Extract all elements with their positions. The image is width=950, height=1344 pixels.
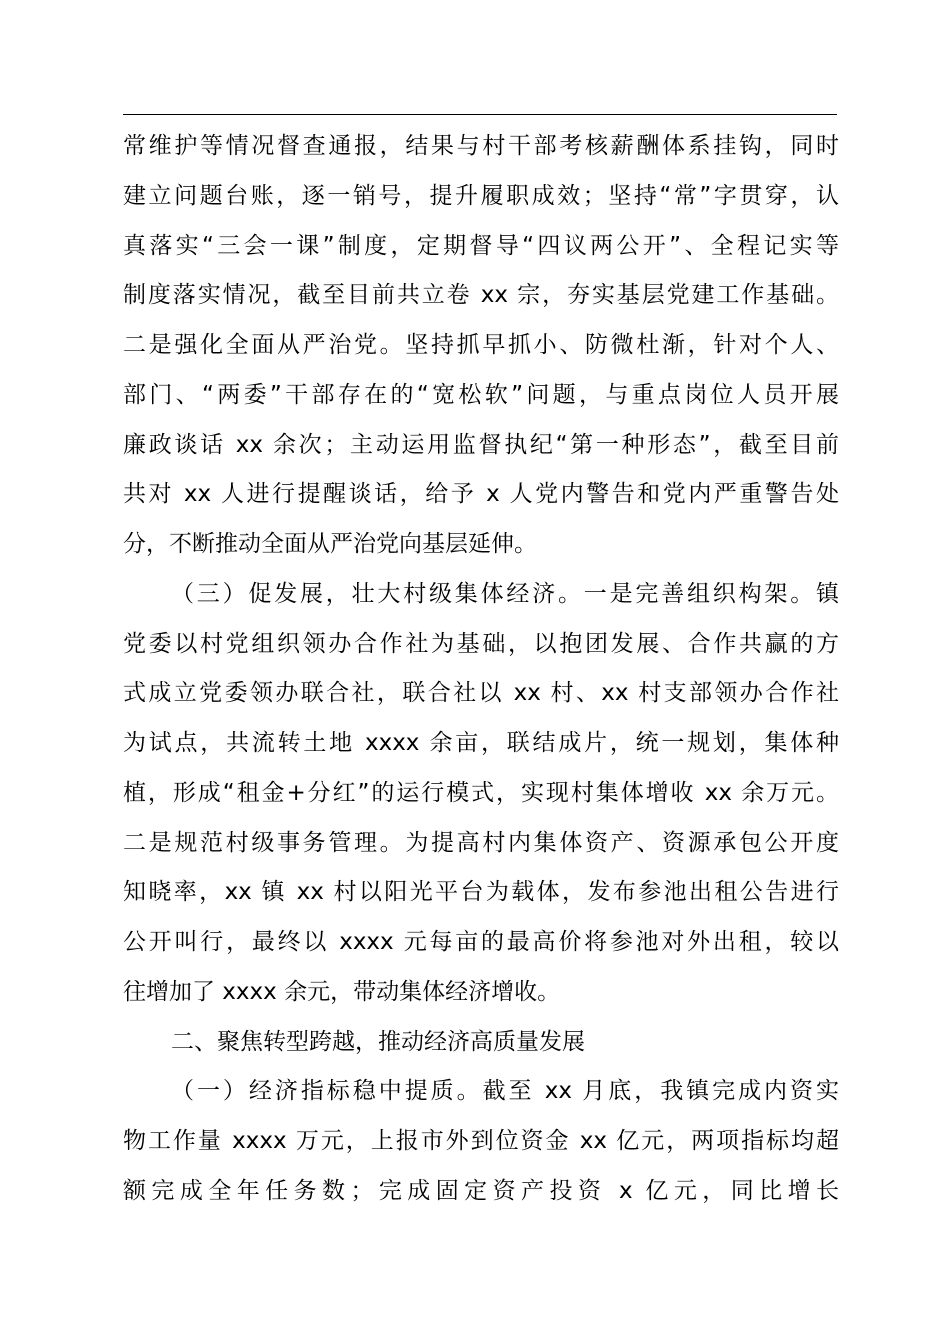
text-line: 分，不断推动全面从严治党向基层延伸。 bbox=[123, 531, 537, 557]
text-line: 为试点，共流转土地 xxxx 余亩，联结成片，统一规划，集体种 bbox=[123, 730, 839, 756]
text-line: 植，形成“租金+分红”的运行模式，实现村集体增收 xx 余万元。 bbox=[123, 779, 839, 806]
text-line: 式成立党委领办联合社，联合社以 xx 村、xx 村支部领办合作社 bbox=[123, 680, 839, 707]
text-line: 真落实“三会一课”制度，定期督导“四议两公开”、全程记实等 bbox=[123, 232, 839, 259]
text-line: 部门、“两委”干部存在的“宽松软”问题，与重点岗位人员开展 bbox=[123, 381, 839, 408]
text-line: 往增加了 xxxx 余元，带动集体经济增收。 bbox=[123, 978, 561, 1005]
section-heading-line: （一）经济指标稳中提质。截至 xx 月底，我镇完成内资实 bbox=[171, 1078, 839, 1105]
text-line: 制度落实情况，截至目前共立卷 xx 宗，夯实基层党建工作基础。 bbox=[123, 282, 839, 309]
chapter-heading: 二、聚焦转型跨越，推动经济高质量发展 bbox=[171, 1028, 585, 1055]
text-line: 共对 xx 人进行提醒谈话，给予 x 人党内警告和党内严重警告处 bbox=[123, 481, 839, 508]
text-line: 公开叫行，最终以 xxxx 元每亩的最高价将参池对外出租，较以 bbox=[123, 929, 839, 955]
document-body bbox=[123, 122, 839, 1217]
header-rule bbox=[123, 114, 837, 115]
text-line: 廉政谈话 xx 余次；主动运用监督执纪“第一种形态”，截至目前 bbox=[123, 431, 839, 458]
text-line: 知晓率，xx 镇 xx 村以阳光平台为载体，发布参池出租公告进行 bbox=[123, 879, 839, 906]
text-line: 物工作量 xxxx 万元，上报市外到位资金 xx 亿元，两项指标均超 bbox=[123, 1128, 839, 1154]
section-heading-line: （三）促发展，壮大村级集体经济。一是完善组织构架。镇 bbox=[171, 580, 839, 607]
text-line: 常维护等情况督查通报，结果与村干部考核薪酬体系挂钩，同时 bbox=[123, 133, 839, 159]
text-line: 建立问题台账，逐一销号，提升履职成效；坚持“常”字贯穿，认 bbox=[123, 182, 839, 209]
text-line: 二是规范村级事务管理。为提高村内集体资产、资源承包公开度 bbox=[123, 829, 839, 856]
text-line: 党委以村党组织领办合作社为基础，以抱团发展、合作共赢的方 bbox=[123, 630, 839, 657]
text-line: 二是强化全面从严治党。坚持抓早抓小、防微杜渐，针对个人、 bbox=[123, 332, 839, 358]
text-line: 额完成全年任务数；完成固定资产投资 x 亿元，同比增长 bbox=[123, 1177, 839, 1204]
